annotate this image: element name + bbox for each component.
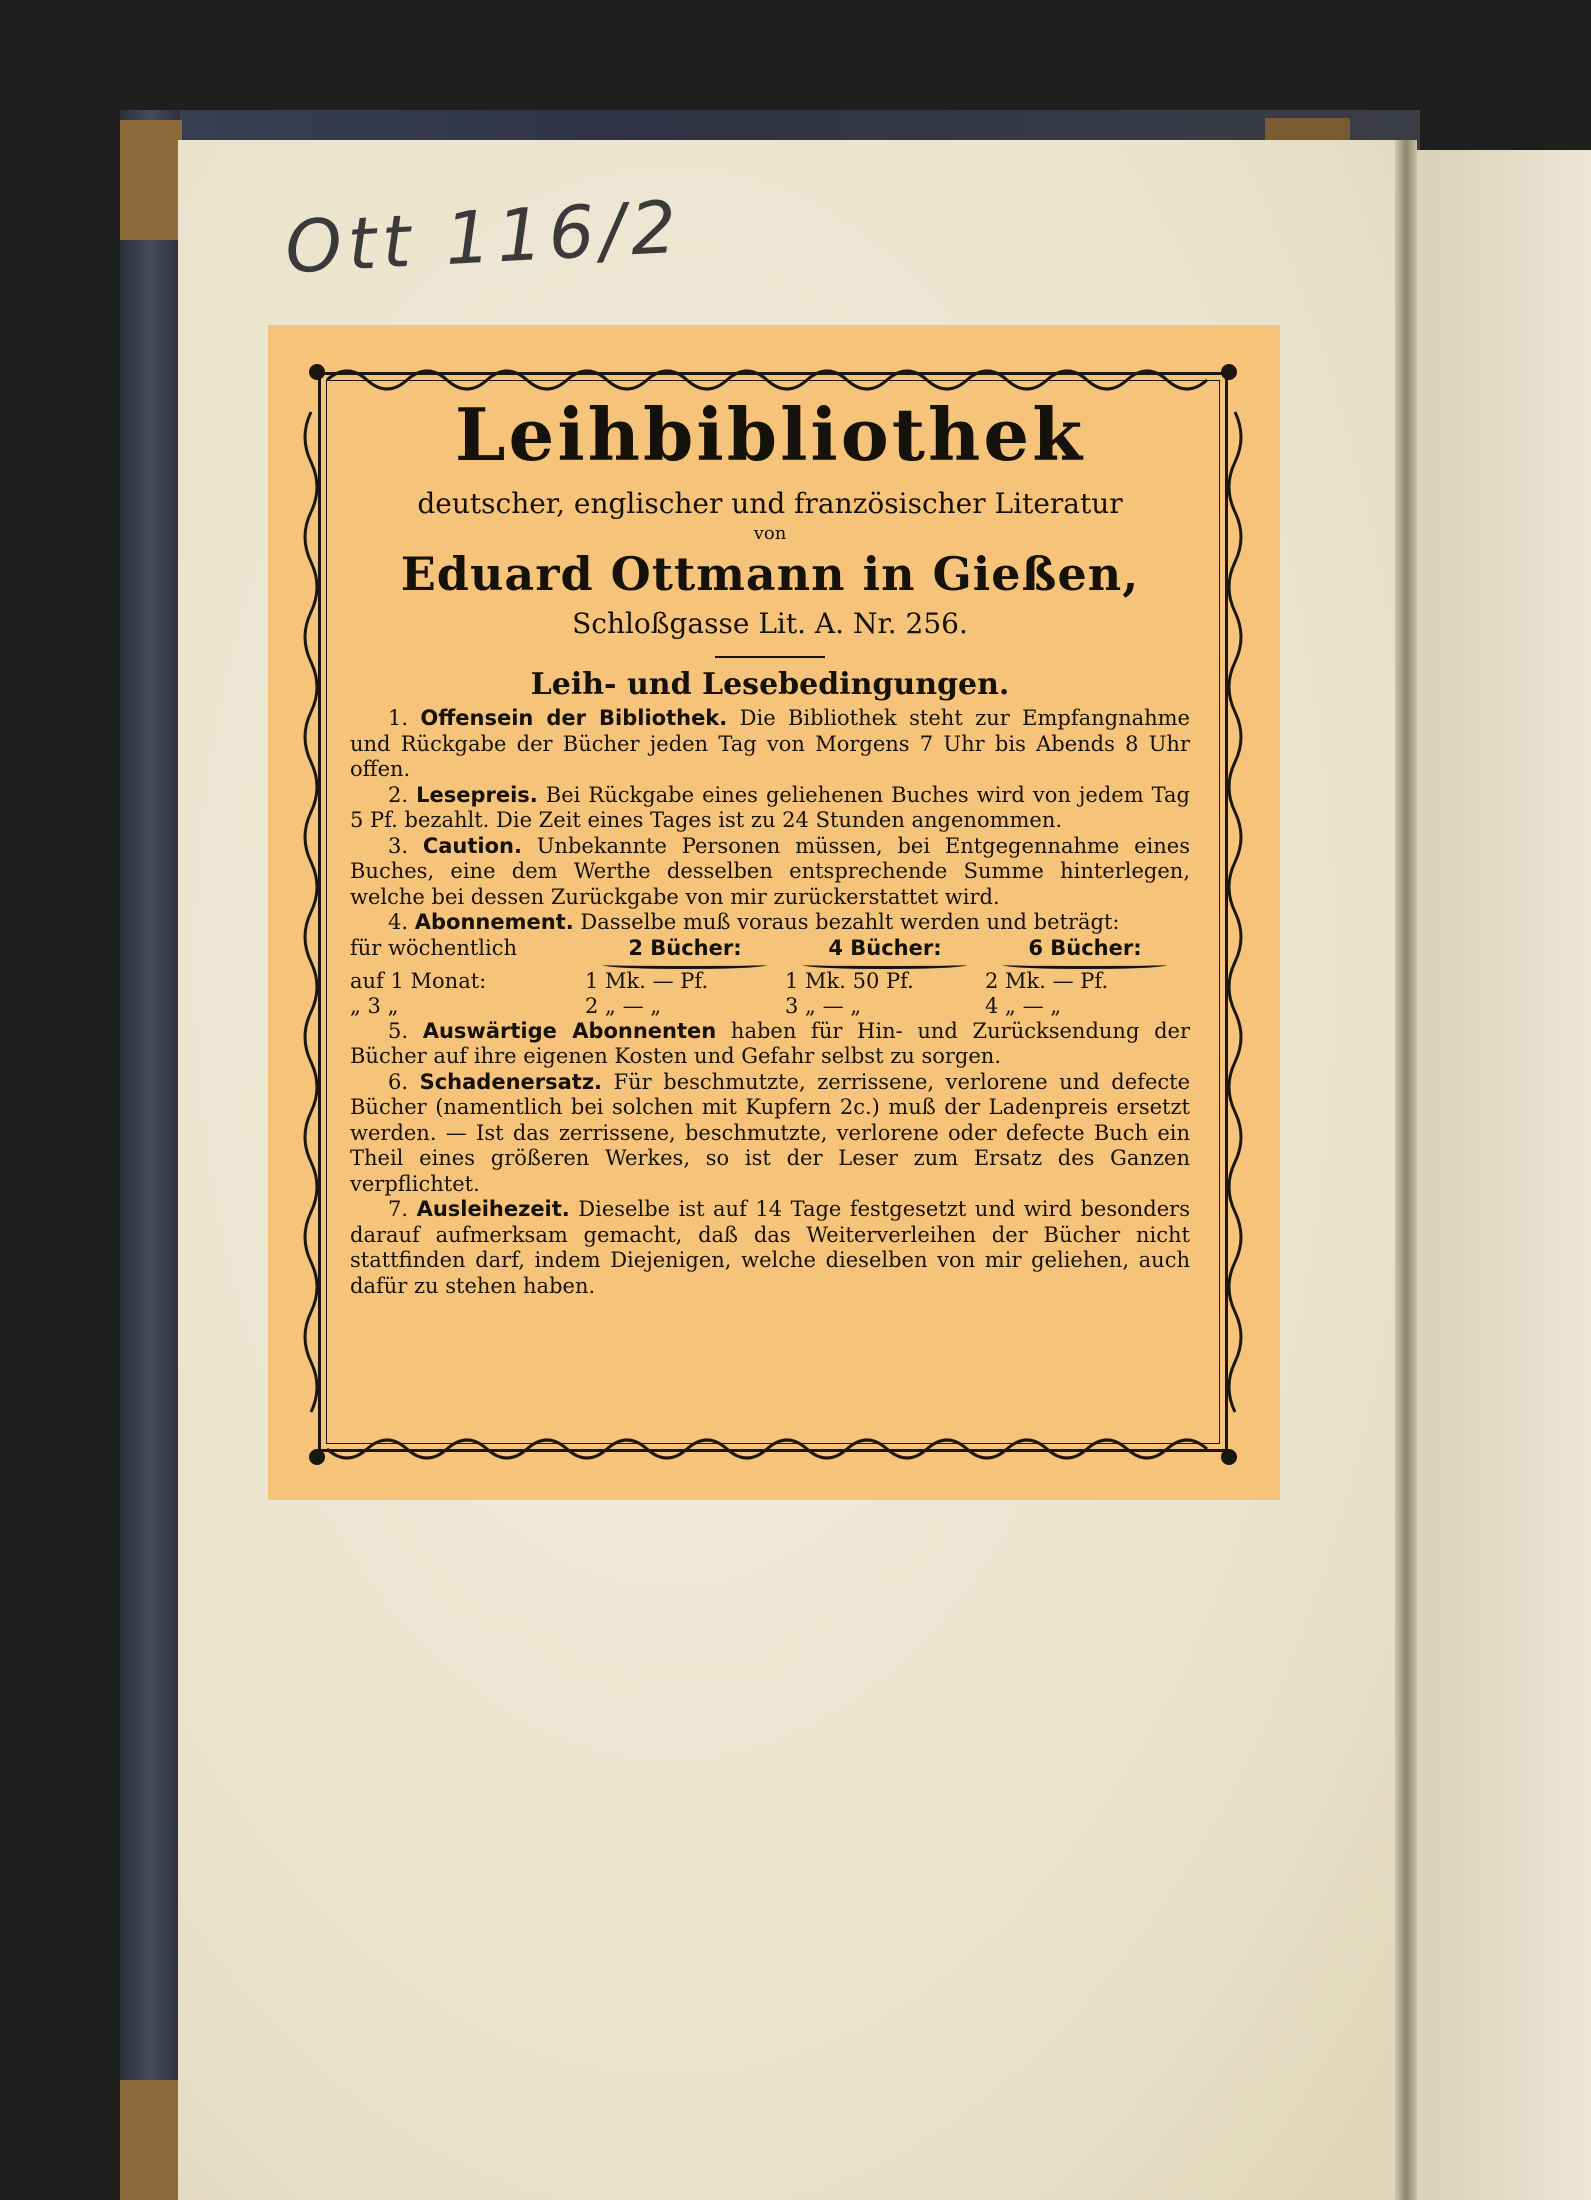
rule-title: Abonnement.: [414, 910, 574, 934]
rule-4: [350, 910, 1190, 936]
rule-title: Auswärtige Abonnenten: [422, 1018, 717, 1043]
table-cell: 1 Mk. 50 Pf.: [785, 968, 914, 993]
rule-text: Bei Rückgabe eines geliehenen Buches wird von jedem Tag 5 Pf. bezahlt. Die Zeit eines Tages ist zu 24 Stunden angenommen.: [350, 782, 1190, 832]
label-owner: Eduard Ottmann in Gießen,: [400, 547, 1140, 601]
leather-corner-bottom-left: [120, 2080, 180, 2200]
book-gutter: [1395, 140, 1417, 2200]
subscription-table-header: [350, 936, 1190, 969]
rule-text: Unbekannte Personen müssen, bei Entgegennahme eines Buches, eine dem Werthe desselben entsprechende Summe hinterlegen, welche bei dessen Zurückgabe von mir zurückerstattet wird.: [350, 833, 1190, 909]
rule-text: Dasselbe muß voraus bezahlt werden und beträgt:: [580, 910, 1120, 934]
label-address: Schloßgasse Lit. A. Nr. 256.: [572, 607, 968, 640]
rule-number: 2.: [388, 782, 409, 807]
conditions-heading: Leih- und Lesebedingungen.: [530, 667, 1010, 702]
handwritten-shelfmark: Ott 116/2: [283, 184, 685, 290]
table-cell: 1 Mk. — Pf.: [585, 968, 709, 993]
rule-number: 5.: [388, 1018, 409, 1043]
rule-number: 6.: [388, 1069, 409, 1094]
rule-title: Lesepreis.: [416, 782, 538, 807]
rule-2: [350, 783, 1190, 834]
rule-3: [350, 834, 1190, 911]
rule-title: Ausleihezeit.: [416, 1197, 570, 1221]
table-header-cell: für wöchentlich: [350, 935, 518, 960]
rule-title: Offensein der Bibliothek.: [420, 706, 728, 730]
label-subtitle: deutscher, englischer und französischer Literatur: [417, 487, 1123, 520]
rule-title: Caution.: [422, 833, 522, 858]
divider-rule: [715, 656, 825, 658]
rule-number: 3.: [388, 833, 409, 858]
table-row: [350, 969, 1190, 994]
rule-7: [350, 1197, 1190, 1299]
rule-6: [350, 1070, 1190, 1198]
rule-1: [350, 706, 1190, 783]
table-cell: 3 „ — „: [785, 993, 862, 1018]
rule-text: Die Bibliothek steht zur Empfangnahme und Rückgabe der Bücher jeden Tag von Morgens 7 Uhr bis Abends 8 Uhr offen.: [350, 706, 1190, 781]
table-cell: 2 Mk. — Pf.: [985, 968, 1109, 993]
facing-page: [1417, 150, 1591, 2200]
table-cell: auf 1 Monat:: [350, 968, 487, 993]
leather-corner-top-left: [120, 120, 182, 240]
rule-title: Schadenersatz.: [419, 1069, 603, 1094]
rule-text: haben für Hin- und Zurücksendung der Bücher auf ihre eigenen Kosten und Gefahr selbst zu sorgen.: [350, 1018, 1190, 1068]
table-cell: 4 „ — „: [985, 993, 1062, 1018]
rule-text: Für beschmutzte, zerrissene, verlorene und defecte Bücher (namentlich bei solchen mit Kupfern 2c.) muß der Ladenpreis ersetzt werden. — Ist das zerrissene, beschmutzte, verlorene oder defecte Buch ein Theil eines größeren Werkes, so ist der Leser zum Ersatz des Ganzen verpflichtet.: [350, 1069, 1190, 1196]
table-header-cell: 2 Bücher:: [585, 936, 785, 969]
table-row: [350, 994, 1190, 1019]
label-von: von: [753, 523, 787, 544]
rule-number: 4.: [388, 910, 409, 934]
label-content: [350, 390, 1190, 1299]
table-header-cell: 6 Bücher:: [985, 936, 1185, 969]
label-title: Leihbibliothek: [454, 392, 1086, 477]
rule-5: [350, 1019, 1190, 1070]
rule-number: 7.: [388, 1197, 409, 1221]
cover-spine-edge: [120, 110, 180, 2200]
table-header-cell: 4 Bücher:: [785, 936, 985, 969]
table-cell: „ 3 „: [350, 993, 399, 1018]
rule-number: 1.: [388, 706, 409, 730]
table-cell: 2 „ — „: [585, 993, 662, 1018]
rule-text: Dieselbe ist auf 14 Tage festgesetzt und wird besonders darauf aufmerksam gemacht, daß das Weiterverleihen der Bücher nicht stattfinden darf, indem Diejenigen, welche dieselben von mir geliehen, auch dafür zu stehen haben.: [350, 1197, 1190, 1298]
